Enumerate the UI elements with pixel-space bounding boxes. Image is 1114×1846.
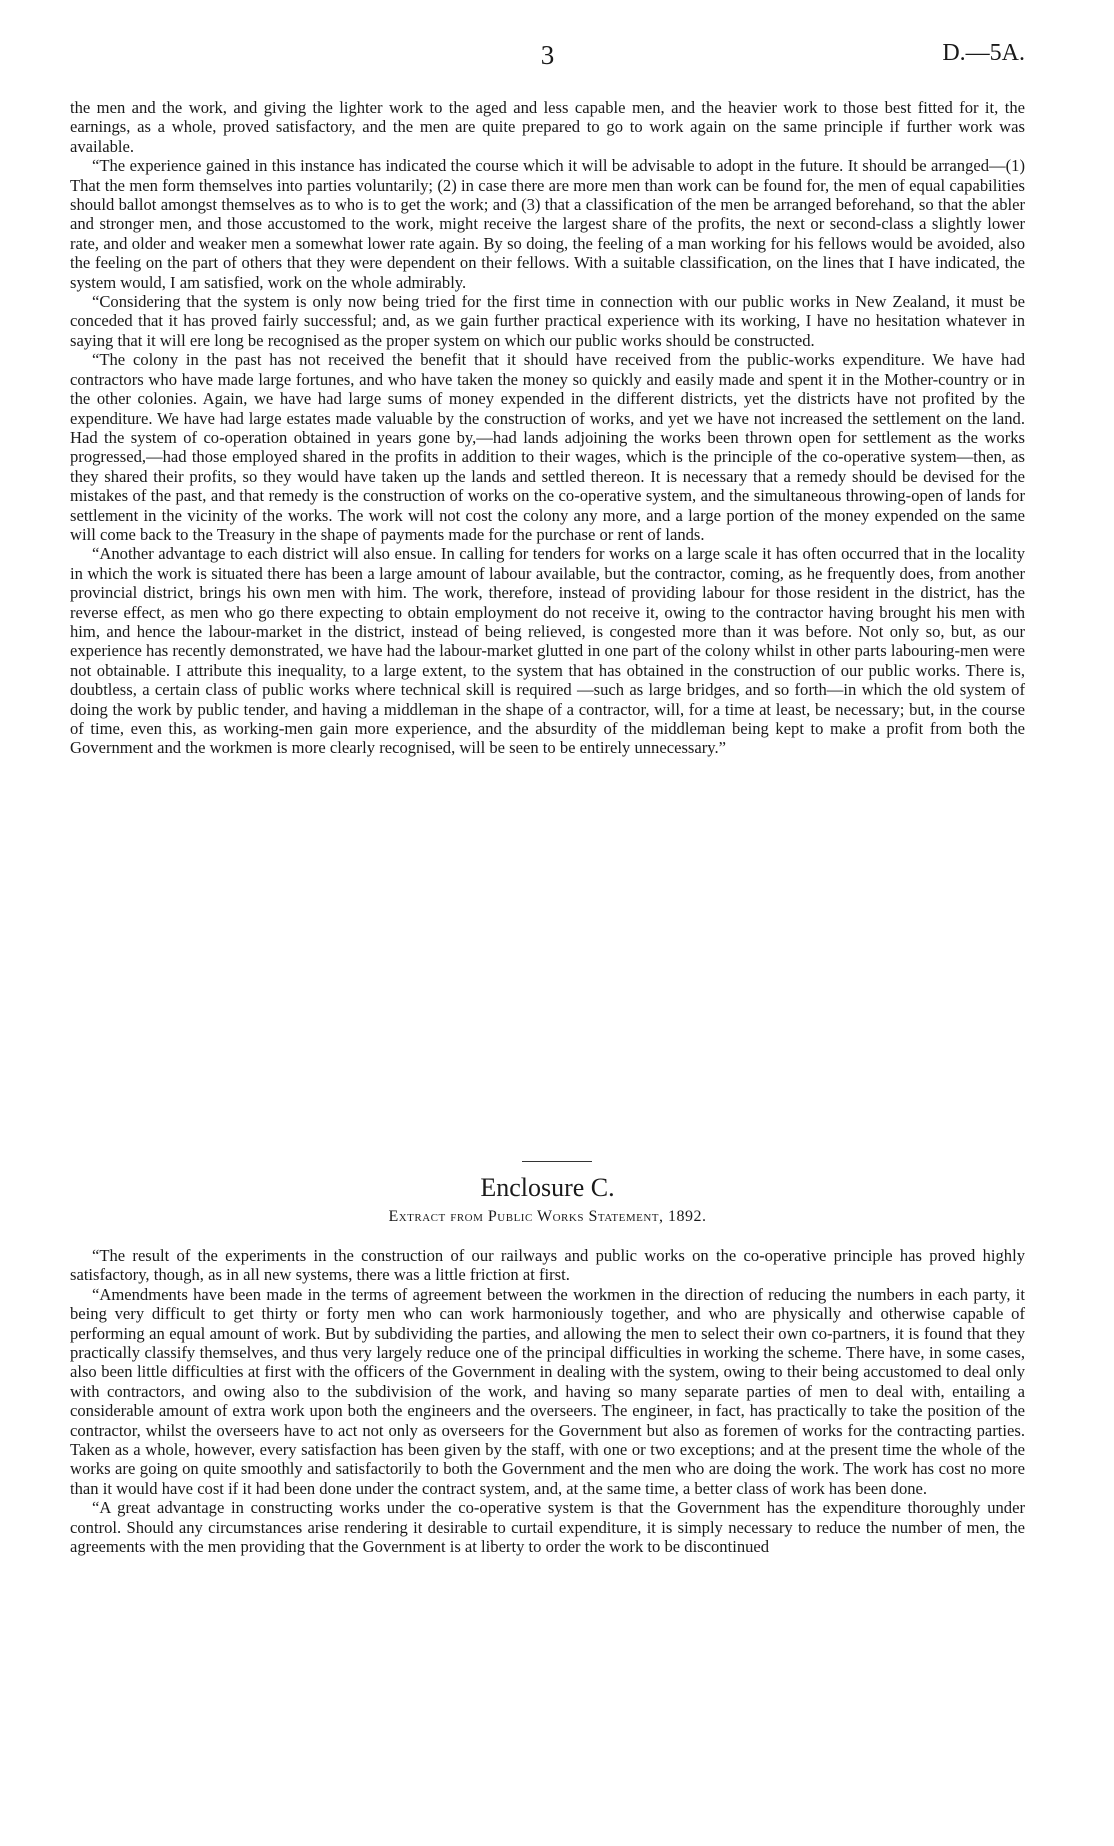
letter-body — [70, 98, 1025, 758]
body-paragraph: “The colony in the past has not received the benefit that it should have received from the public-works expenditure. We have had contractors who have made large fortunes, and who have taken the money so quickly and easily made and spent it in the Mother-country or in the other colonies. Again, we have had large sums of money expended in the different districts, yet the districts have not profited by the expenditure. We have had large estates made valuable by the construction of works, and yet we have not increased the settlement on the land. Had the system of co-operation obtained in years gone by,—had lands adjoining the works been thrown open for settlement as the works progressed,—had those employed shared in the profits in addition to their wages, which is the principle of the co-operative system—then, as they shared their profits, so they would have taken up the lands and settled thereon. It is necessary that a remedy should be devised for the mistakes of the past, and that remedy is the construction of works on the co-operative system, and the simultaneous throwing-open of lands for settlement in the vicinity of the works. The work will not cost the colony any more, and a large portion of the money expended on the same will come back to the Treasury in the shape of payments made for the purchase or rent of lands. — [70, 350, 1025, 544]
body-paragraph: “The experience gained in this instance has indicated the course which it will be advisable to adopt in the future. It should be arranged—(1) That the men form themselves into parties voluntarily; (2) in case there are more men than work can be found for, the men of equal capabilities should ballot amongst themselves as to who is to get the work; and (3) that a classification of the men be arranged beforehand, so that the abler and stronger men, and those accustomed to the work, might receive the largest share of the profits, the next or second-class a slightly lower rate, and older and weaker men a somewhat lower rate again. By so doing, the feeling of a man working for his fellows would be avoided, also the feeling on the part of others that they were dependent on their fellows. With a suitable classification, on the lines that I have indicated, the system would, I am satisfied, work on the whole admirably. — [70, 156, 1025, 292]
enclosure-heading: Enclosure C. — [480, 1173, 615, 1202]
page-header — [70, 40, 1025, 80]
body-paragraph: the men and the work, and giving the lighter work to the aged and less capable men, and the heavier work to those best fitted for it, the earnings, as a whole, proved satisfactory, and the men are quite prepared to go to work again on the same principle if further work was available. — [70, 98, 1025, 156]
body-paragraph: “Another advantage to each district will also ensue. In calling for tenders for works on a large scale it has often occurred that in the locality in which the work is situated there has been a large amount of labour available, but the contractor, coming, as he frequently does, from another provincial district, brings his own men with him. The work, therefore, instead of providing labour for those resident in the district, has the reverse effect, as men who go there expecting to obtain employment do not receive it, owing to the contractor having brought his men with him, and hence the labour-market in the district, instead of being relieved, is congested more than it was before. Not only so, but, as our experience has recently demonstrated, we have had the labour-market glutted in one part of the colony whilst in other parts labouring-men were not obtainable. I attribute this inequality, to a large extent, to the system that has obtained in the construction of our public works. There is, doubtless, a certain class of public works where technical skill is required —such as large bridges, and so forth—in which the old system of doing the work by public tender, and having a middleman in the shape of a contractor, will, for a time at least, be necessary; but, in the course of time, even this, as working-men gain more experience, and the absurdity of the middleman being kept to make a profit from both the Government and the workmen is more clearly recognised, will be seen to be entirely unnecessary.” — [70, 544, 1025, 758]
document-reference: D.—5A. — [942, 40, 1025, 66]
body-paragraph: “Amendments have been made in the terms of agreement between the workmen in the direction of reducing the numbers in each party, it being very difficult to get thirty or forty men who can work harmoniously together, and who are physically and otherwise capable of performing an equal amount of work. But by subdividing the parties, and allowing the men to select their own co-partners, it is found that they practically classify themselves, and thus very largely reduce one of the principal difficulties in working the scheme. There have, in some cases, also been little difficulties at first with the officers of the Government in dealing with the system, owing to their being accustomed to deal only with contractors, and owing also to the subdivision of the work, and having so many separate parties of men to deal with, entailing a considerable amount of extra work upon both the engineers and the overseers. The engineer, in fact, has practically to take the position of the contractor, whilst the overseers have to act not only as overseers for the Government but also as foremen of works for the contracting parties. Taken as a whole, however, every satisfaction has been given by the staff, with one or two exceptions; and at the present time the whole of the works are going on quite smoothly and satisfactorily to both the Government and the men who are doing the work. The work has cost no more than it would have cost if it had been done under the contract system, and, at the same time, a better class of work has been done. — [70, 1284, 1025, 1498]
body-paragraph: “Considering that the system is only now being tried for the first time in connection with our public works in New Zealand, it must be conceded that it has proved fairly successful; and, as we gain further practical experience with its working, I have no hesitation whatever in saying that it will ere long be recognised as the proper system on which our public works should be constructed. — [70, 292, 1025, 350]
section-divider — [522, 1161, 592, 1162]
extract-subheading: Extract from Public Works Statement, 1892. — [388, 1208, 707, 1225]
body-paragraph: “A great advantage in constructing works under the co-operative system is that the Government has the expenditure thoroughly under control. Should any circumstances arise rendering it desirable to curtail expenditure, it is simply necessary to reduce the number of men, the agreements with the men providing that the Government is at liberty to order the work to be discontinued — [70, 1498, 1025, 1557]
enclosure-body — [70, 1246, 1025, 1557]
body-paragraph: “The result of the experiments in the construction of our railways and public works on the co-operative principle has proved highly satisfactory, though, as in all new systems, there was a little friction at first. — [70, 1246, 1025, 1285]
page-number: 3 — [540, 40, 555, 70]
